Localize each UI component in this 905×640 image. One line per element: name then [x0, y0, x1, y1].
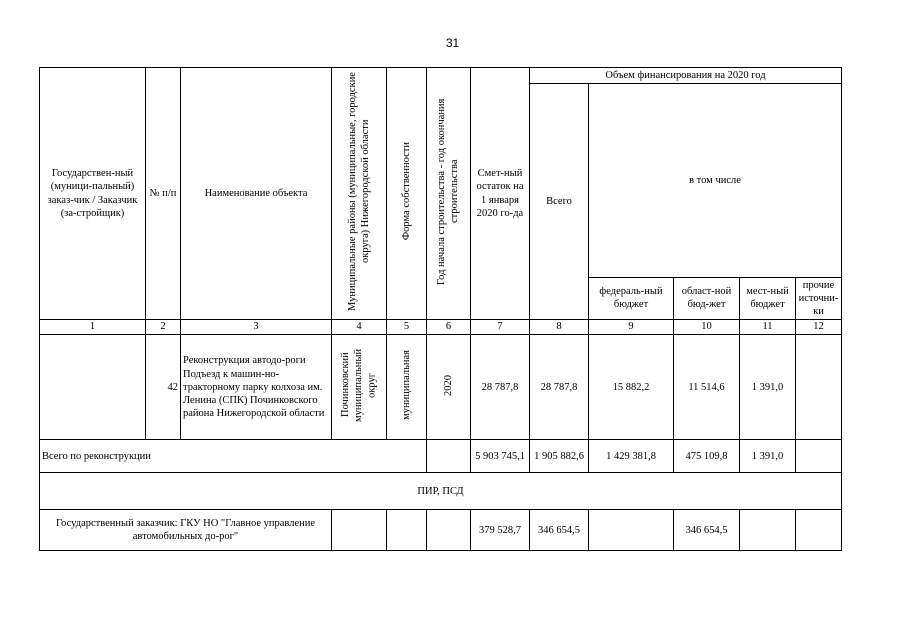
row-district-text: Починковский муниципальный округ: [340, 348, 378, 422]
header-municipal-districts-text: Муниципальные районы (муниципальные, городские округа) Нижегородской области: [346, 72, 371, 311]
row-ownership: [387, 335, 427, 440]
customer-total: 346 654,5: [530, 510, 589, 551]
total-reconstruction-row: [40, 440, 842, 473]
header-no: № п/п: [146, 68, 181, 320]
row-ownership-text: муниципальная: [400, 350, 412, 421]
row-district: [332, 335, 387, 440]
total-reconstruction-label: Всего по реконструкции: [40, 440, 427, 473]
column-number: 2: [146, 320, 181, 335]
table-row: [40, 335, 842, 440]
page-number: 31: [445, 36, 460, 50]
column-number: 11: [740, 320, 796, 335]
column-number: 7: [471, 320, 530, 335]
row-customer: [40, 335, 146, 440]
customer-local: [740, 510, 796, 551]
section-title: ПИР, ПСД: [40, 473, 842, 510]
total-reconstruction-years: [427, 440, 471, 473]
column-number: 10: [674, 320, 740, 335]
header-estimated-balance: Смет-ный остаток на 1 января 2020 го-да: [471, 68, 530, 320]
column-number: 12: [796, 320, 842, 335]
column-number: 9: [589, 320, 674, 335]
header-ownership: [387, 68, 427, 320]
header-object-name: Наименование объекта: [181, 68, 332, 320]
customer-other: [796, 510, 842, 551]
header-years: [427, 68, 471, 320]
row-other: [796, 335, 842, 440]
header-including: в том числе: [589, 84, 842, 278]
row-regional: 11 514,6: [674, 335, 740, 440]
header-other: прочие источни-ки: [796, 277, 842, 319]
row-estimated-balance: 28 787,8: [471, 335, 530, 440]
row-no: 42: [146, 335, 181, 440]
header-ownership-text: Форма собственности: [400, 142, 412, 241]
section-title-row: [40, 473, 842, 510]
column-number: 5: [387, 320, 427, 335]
header-federal: федераль-ный бюджет: [589, 277, 674, 319]
header-row-1: [40, 68, 842, 84]
row-object-name: Реконструкция автодо-роги Подъезд к машин-но-тракторному парку колхоза им. Ленина (СПК) Починковского района Нижегородской области: [181, 335, 332, 440]
customer-ownership: [387, 510, 427, 551]
row-local: 1 391,0: [740, 335, 796, 440]
header-municipal-districts: [332, 68, 387, 320]
column-number: 6: [427, 320, 471, 335]
customer-years: [427, 510, 471, 551]
column-number: 3: [181, 320, 332, 335]
column-number-row: [40, 320, 842, 335]
total-reconstruction-estimated-balance: 5 903 745,1: [471, 440, 530, 473]
total-reconstruction-other: [796, 440, 842, 473]
header-regional: област-ной бюд-жет: [674, 277, 740, 319]
header-customer: Государствен-ный (муници-пальный) заказ-чик / Заказчик (за-стройщик): [40, 68, 146, 320]
row-years-text: 2020: [442, 374, 454, 396]
column-number: 1: [40, 320, 146, 335]
customer-label: Государственный заказчик: ГКУ НО "Главное управление автомобильных до-рог": [40, 510, 332, 551]
header-total: Всего: [530, 84, 589, 320]
header-local: мест-ный бюджет: [740, 277, 796, 319]
customer-estimated-balance: 379 528,7: [471, 510, 530, 551]
column-number: 4: [332, 320, 387, 335]
customer-row: [40, 510, 842, 551]
financing-table: [39, 67, 842, 551]
row-years: [427, 335, 471, 440]
row-total: 28 787,8: [530, 335, 589, 440]
column-number: 8: [530, 320, 589, 335]
total-reconstruction-local: 1 391,0: [740, 440, 796, 473]
header-funding-2020: Объем финансирования на 2020 год: [530, 68, 842, 84]
total-reconstruction-federal: 1 429 381,8: [589, 440, 674, 473]
header-years-text: Год начала строительства - год окончания строительства: [436, 98, 461, 285]
total-reconstruction-total: 1 905 882,6: [530, 440, 589, 473]
row-federal: 15 882,2: [589, 335, 674, 440]
customer-district: [332, 510, 387, 551]
customer-regional: 346 654,5: [674, 510, 740, 551]
customer-federal: [589, 510, 674, 551]
total-reconstruction-regional: 475 109,8: [674, 440, 740, 473]
